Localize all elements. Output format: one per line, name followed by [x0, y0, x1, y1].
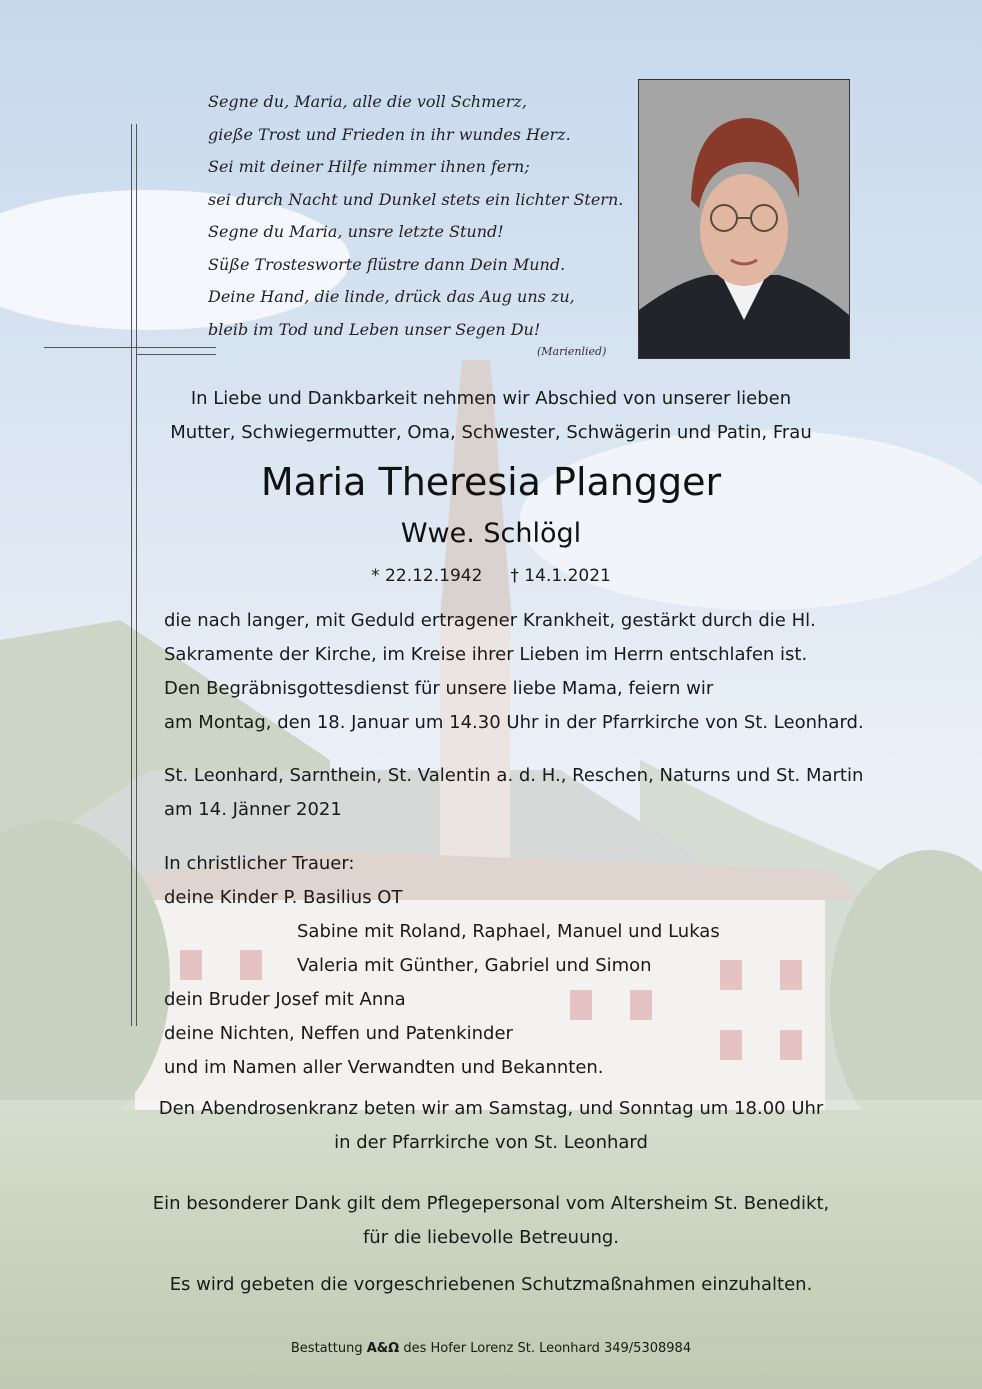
- rosary-line-2: in der Pfarrkirche von St. Leonhard: [334, 1132, 648, 1153]
- places-line-1: St. Leonhard, Sarnthein, St. Valentin a. d. H., Reschen, Naturns und St. Martin: [164, 765, 864, 786]
- poem-line: sei durch Nacht und Dunkel stets ein lichter Stern.: [208, 189, 624, 209]
- intro-line-1: In Liebe und Dankbarkeit nehmen wir Abschied von unserer lieben: [190, 388, 792, 409]
- thanks-line-1: Ein besonderer Dank gilt dem Pflegepersonal vom Altersheim St. Benedikt,: [152, 1193, 830, 1214]
- death-date: † 14.1.2021: [510, 566, 611, 586]
- places-line-2: am 14. Jänner 2021: [164, 799, 342, 820]
- poem-source: (Marienlied): [537, 345, 607, 358]
- details-line: die nach langer, mit Geduld ertragener Krankheit, gestärkt durch die Hl.: [164, 610, 816, 631]
- safety-notice: Es wird gebeten die vorgeschriebenen Schutzmaßnahmen einzuhalten.: [169, 1274, 813, 1295]
- footer-brand: A&Ω: [366, 1341, 400, 1356]
- poem-line: Segne du Maria, unsre letzte Stund!: [208, 222, 504, 241]
- poem: [208, 86, 628, 346]
- poem-line: Süße Trostesworte flüstre dann Dein Mund.: [208, 254, 566, 274]
- deceased-name: Maria Theresia Plangger: [260, 460, 722, 504]
- footer-prefix: Bestattung: [290, 1341, 363, 1356]
- rosary-line-1: Den Abendrosenkranz beten wir am Samstag, und Sonntag um 18.00 Uhr: [158, 1098, 824, 1119]
- mourner-line: und im Namen aller Verwandten und Bekannten.: [164, 1057, 604, 1078]
- mourner-line: Valeria mit Günther, Gabriel und Simon: [297, 955, 652, 976]
- birth-date: * 22.12.1942: [371, 566, 483, 586]
- mourner-line: deine Nichten, Neffen und Patenkinder: [164, 1023, 513, 1044]
- details-line: Den Begräbnisgottesdienst für unsere liebe Mama, feiern wir: [164, 678, 714, 699]
- poem-line: gieße Trost und Frieden in ihr wundes Herz.: [208, 124, 571, 144]
- footer-contact: des Hofer Lorenz St. Leonhard 349/5308984: [403, 1341, 692, 1356]
- intro-line-2: Mutter, Schwiegermutter, Oma, Schwester, Schwägerin und Patin, Frau: [170, 422, 812, 443]
- poem-line: Deine Hand, die linde, drück das Aug uns zu,: [208, 287, 575, 306]
- mourner-line: deine Kinder P. Basilius OT: [164, 887, 403, 908]
- poem-line: bleib im Tod und Leben unser Segen Du!: [208, 319, 541, 339]
- thanks-line-2: für die liebevolle Betreuung.: [362, 1227, 620, 1248]
- mourner-line: dein Bruder Josef mit Anna: [164, 989, 406, 1010]
- deceased-subname: Wwe. Schlögl: [400, 518, 582, 549]
- life-dates: [0, 566, 982, 586]
- portrait-photo: [638, 79, 850, 359]
- poem-line: Segne du, Maria, alle die voll Schmerz,: [208, 92, 527, 111]
- mourner-line: Sabine mit Roland, Raphael, Manuel und Lukas: [297, 921, 720, 942]
- funeral-home-footer: [0, 1341, 982, 1356]
- cross-horizontal-line: [44, 347, 216, 348]
- mourners-heading: In christlicher Trauer:: [164, 853, 355, 874]
- poem-line: Sei mit deiner Hilfe nimmer ihnen fern;: [208, 157, 530, 176]
- details-line: am Montag, den 18. Januar um 14.30 Uhr in der Pfarrkirche von St. Leonhard.: [164, 712, 864, 733]
- details-line: Sakramente der Kirche, im Kreise ihrer Lieben im Herrn entschlafen ist.: [164, 644, 808, 665]
- cross-horizontal-line-2: [136, 354, 216, 355]
